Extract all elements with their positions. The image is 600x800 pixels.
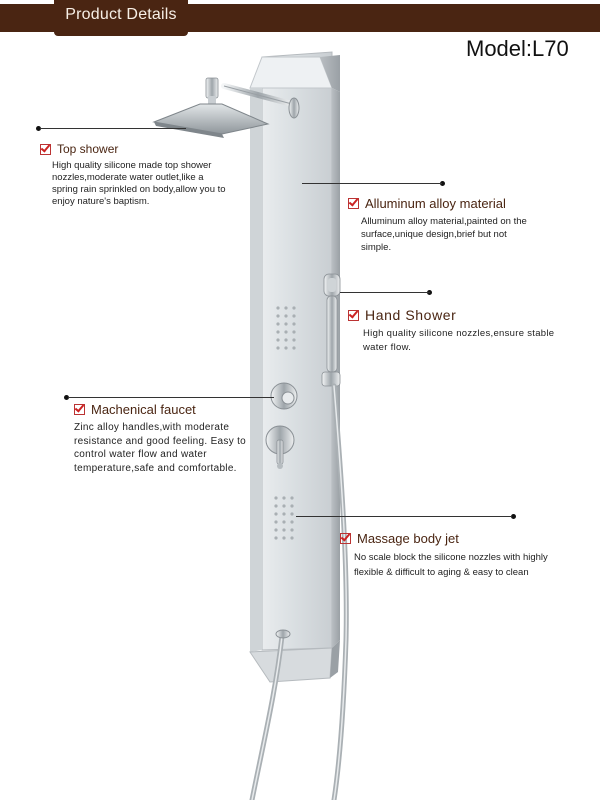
callout-massage-body-jet (340, 531, 579, 580)
callout-title: Massage body jet (357, 531, 459, 546)
diverter-knob (271, 383, 297, 409)
leader-line-alloy (302, 183, 442, 184)
callout-title: Alluminum alloy material (365, 196, 506, 211)
callout-alloy-material (348, 196, 536, 254)
panel-body (250, 52, 340, 682)
leader-line-top-shower (40, 128, 186, 129)
callout-title: Top shower (57, 142, 119, 156)
callout-hand-shower (348, 307, 563, 355)
callout-title: Hand Shower (365, 307, 457, 323)
callout-title: Machenical faucet (91, 402, 196, 417)
callout-description: Alluminum alloy material,painted on the surface,unique design,brief but not simple. (361, 216, 527, 253)
callout-description: Zinc alloy handles,with moderate resistance and good feeling. Easy to control water flow and water temperature,safe and comfortable. (74, 422, 247, 474)
checkbox-icon (348, 198, 359, 209)
leader-line-hand-shower (340, 292, 430, 293)
callout-description: No scale block the silicone nozzles with highly flexible & difficult to aging & easy to clean (354, 552, 548, 578)
leader-line-faucet (68, 397, 274, 398)
callout-top-shower (40, 142, 230, 208)
model-label: Model:L70 (466, 36, 569, 61)
callout-description: High quality silicone made top shower nozzles,moderate water outlet,like a spring rain sprinkled on body,allow you to enjoy nature's baptism. (52, 160, 226, 207)
callout-description: High quality silicone nozzles,ensure stable water flow. (363, 328, 555, 353)
checkbox-icon (40, 144, 51, 155)
checkbox-icon (340, 533, 351, 544)
checkbox-icon (348, 310, 359, 321)
leader-line-body-jet (296, 516, 512, 517)
page-title: Product Details (65, 6, 177, 23)
callout-mechanical-faucet (74, 402, 254, 475)
checkbox-icon (74, 404, 85, 415)
